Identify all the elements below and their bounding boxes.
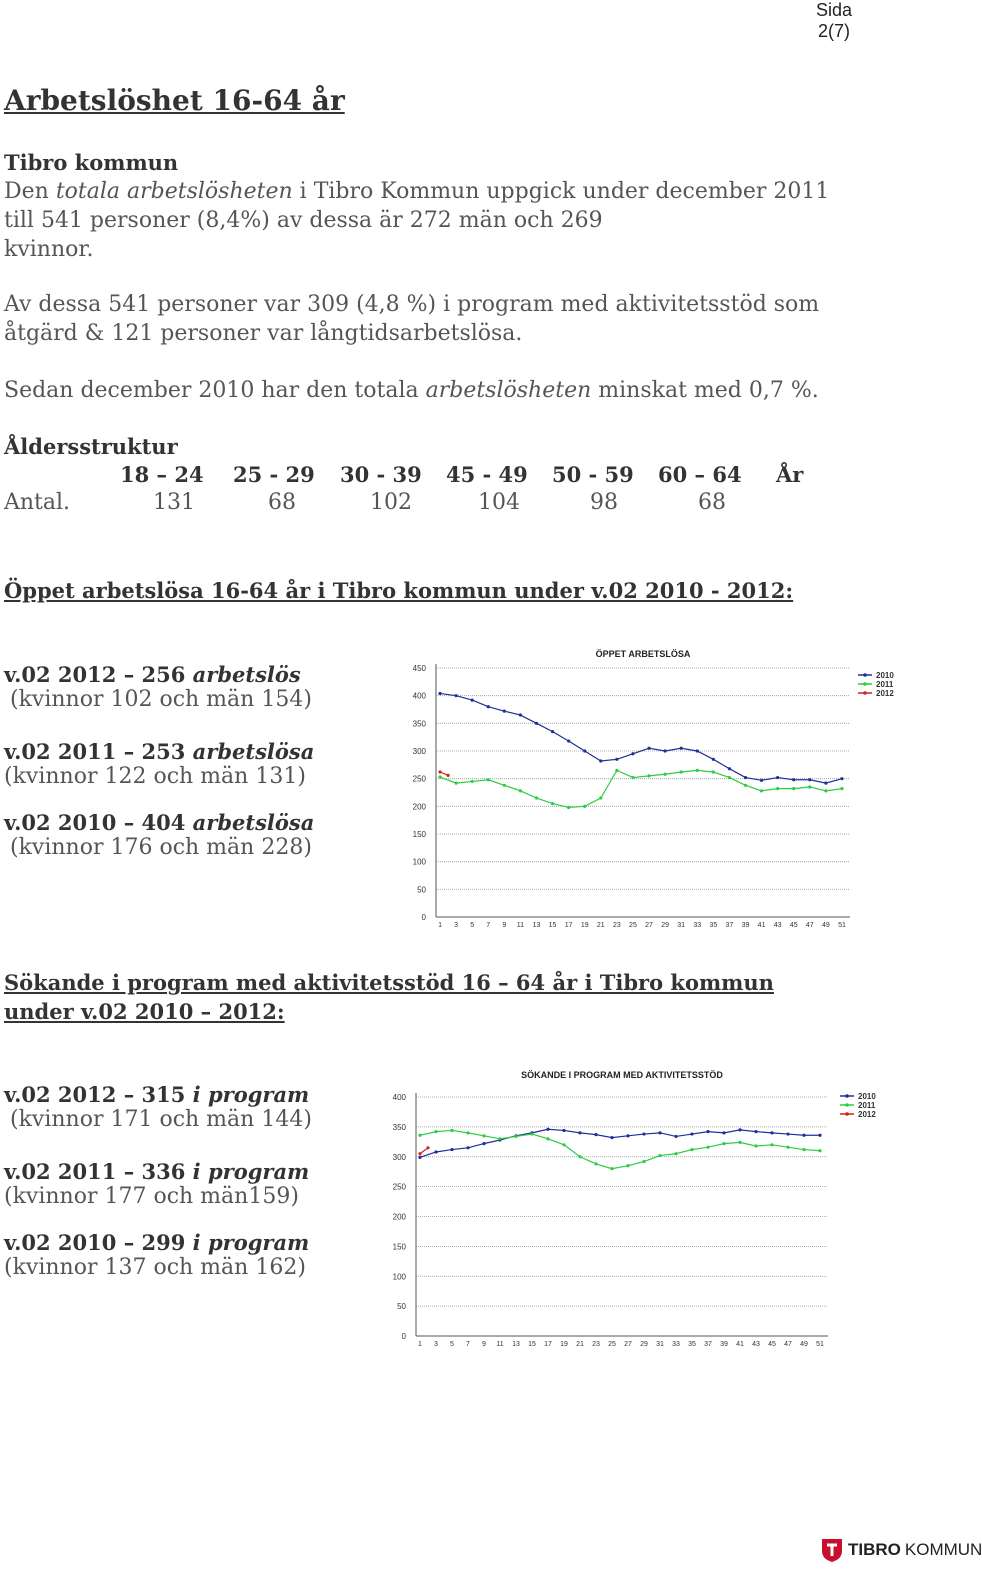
data-point-2010 — [610, 1136, 613, 1139]
p2-line2: åtgärd & 121 personer var långtidsarbetslösa. — [4, 321, 523, 346]
data-point-2010 — [696, 749, 699, 752]
data-point-2010 — [760, 779, 763, 782]
x-tick-label: 9 — [482, 1341, 486, 1348]
data-point-2011 — [760, 789, 763, 792]
x-tick-label: 17 — [544, 1341, 552, 1348]
x-tick-label: 15 — [548, 922, 557, 929]
stat-2011-breakdown: (kvinnor 122 och män 131) — [4, 764, 306, 789]
x-tick-label: 45 — [768, 1341, 776, 1348]
data-point-2010 — [664, 749, 667, 752]
data-point-2010 — [647, 747, 650, 750]
legend-label-2011: 2011 — [858, 1101, 876, 1110]
age-group-header-row — [0, 462, 960, 490]
data-point-2010 — [802, 1134, 805, 1137]
data-point-2010 — [471, 698, 474, 701]
prog-2012-breakdown: (kvinnor 171 och män 144) — [10, 1107, 312, 1132]
legend-label-2011: 2011 — [876, 680, 894, 689]
data-point-2011 — [712, 770, 715, 773]
prog-2011-breakdown: (kvinnor 177 och män159) — [4, 1184, 299, 1209]
x-tick-label: 23 — [592, 1341, 600, 1348]
prog-2011-title — [4, 1159, 384, 1184]
data-point-2011 — [664, 773, 667, 776]
x-tick-label: 39 — [741, 922, 750, 929]
data-point-2010 — [786, 1132, 789, 1135]
data-point-2011 — [503, 784, 506, 787]
data-point-2012 — [426, 1146, 429, 1149]
data-point-2011 — [722, 1142, 725, 1145]
x-tick-label: 43 — [773, 922, 782, 929]
data-point-2011 — [583, 805, 586, 808]
data-point-2011 — [438, 775, 441, 778]
y-tick-label: 350 — [412, 719, 426, 729]
stat-2011-title — [4, 739, 384, 764]
prog-2010-title — [4, 1230, 384, 1255]
x-tick-label: 41 — [736, 1341, 744, 1348]
x-tick-label: 41 — [757, 922, 766, 929]
x-tick-label: 5 — [450, 1341, 454, 1348]
data-point-2011 — [706, 1146, 709, 1149]
data-point-2011 — [770, 1143, 773, 1146]
series-line-2010 — [440, 693, 842, 783]
data-point-2011 — [786, 1146, 789, 1149]
data-point-2011 — [487, 778, 490, 781]
data-point-2010 — [583, 749, 586, 752]
page-number — [816, 0, 852, 42]
y-tick-label: 150 — [412, 830, 426, 839]
x-tick-label: 47 — [784, 1341, 792, 1348]
age-count-1: 131 — [153, 490, 195, 515]
data-point-2011 — [647, 774, 650, 777]
prog-2010-emphasis: i program — [192, 1230, 310, 1255]
data-point-2010 — [808, 778, 811, 781]
x-tick-label: 9 — [502, 922, 507, 929]
y-tick-label: 100 — [392, 1272, 406, 1282]
prog-2012-emphasis: i program — [192, 1082, 310, 1107]
data-point-2010 — [578, 1131, 581, 1134]
age-count-5: 98 — [590, 490, 618, 515]
y-tick-label: 300 — [412, 747, 426, 756]
x-tick-label: 29 — [661, 922, 670, 929]
age-group-4: 45 - 49 — [446, 462, 528, 487]
x-tick-label: 49 — [800, 1341, 808, 1348]
program-stats — [4, 1082, 384, 1280]
page-title: Arbetslöshet 16-64 år — [4, 84, 345, 117]
data-point-2011 — [530, 1132, 533, 1135]
data-point-2010 — [546, 1128, 549, 1131]
stat-2010-breakdown: (kvinnor 176 och män 228) — [10, 835, 312, 860]
data-point-2011 — [562, 1143, 565, 1146]
x-tick-label: 51 — [838, 922, 846, 929]
data-point-2010 — [454, 694, 457, 697]
data-point-2010 — [599, 759, 602, 762]
data-point-2011 — [642, 1160, 645, 1163]
prog-2010-prefix: v.02 2010 – 299 — [4, 1230, 193, 1255]
x-tick-label: 11 — [516, 922, 525, 929]
data-point-2011 — [482, 1134, 485, 1137]
data-point-2011 — [744, 784, 747, 787]
data-point-2010 — [450, 1148, 453, 1151]
legend-marker-2010 — [845, 1094, 849, 1098]
data-point-2010 — [567, 739, 570, 742]
data-point-2010 — [594, 1133, 597, 1136]
data-point-2010 — [631, 752, 634, 755]
age-group-2: 25 - 29 — [233, 462, 315, 487]
y-tick-label: 150 — [392, 1242, 406, 1252]
stat-2012-emphasis: arbetslös — [192, 662, 301, 687]
x-tick-label: 21 — [576, 1341, 584, 1348]
data-point-2010 — [824, 781, 827, 784]
data-point-2011 — [728, 776, 731, 779]
stat-2012-title — [4, 662, 384, 687]
data-point-2010 — [642, 1132, 645, 1135]
age-group-1: 18 – 24 — [120, 462, 204, 487]
data-point-2011 — [696, 769, 699, 772]
data-point-2010 — [519, 713, 522, 716]
x-tick-label: 15 — [528, 1341, 536, 1348]
x-tick-label: 33 — [672, 1341, 680, 1348]
x-tick-label: 25 — [608, 1341, 616, 1348]
data-point-2010 — [728, 767, 731, 770]
x-tick-label: 51 — [816, 1341, 824, 1348]
data-point-2011 — [594, 1162, 597, 1165]
data-point-2011 — [418, 1134, 421, 1137]
chart-title: SÖKANDE I PROGRAM MED AKTIVITETSSTÖD — [521, 1070, 723, 1080]
prog-2011-prefix: v.02 2011 – 336 — [4, 1159, 193, 1184]
p3-emphasis: arbetslösheten — [425, 378, 592, 403]
intro-section — [4, 148, 944, 264]
data-point-2011 — [434, 1130, 437, 1133]
data-point-2010 — [466, 1146, 469, 1149]
x-tick-label: 21 — [596, 922, 605, 929]
intro-paragraph-1 — [4, 177, 944, 206]
data-point-2010 — [503, 710, 506, 713]
data-point-2010 — [770, 1131, 773, 1134]
data-point-2011 — [690, 1148, 693, 1151]
x-tick-label: 35 — [688, 1341, 696, 1348]
data-point-2010 — [738, 1128, 741, 1131]
x-tick-label: 3 — [434, 1341, 438, 1348]
stat-2011-emphasis: arbetslösa — [192, 739, 315, 764]
x-tick-label: 39 — [720, 1341, 728, 1348]
data-point-2011 — [535, 796, 538, 799]
x-tick-label: 47 — [805, 922, 814, 929]
page-label: Sida — [815, 0, 852, 20]
x-tick-label: 11 — [496, 1341, 504, 1348]
x-tick-label: 37 — [704, 1341, 712, 1348]
data-point-2010 — [434, 1150, 437, 1153]
data-point-2011 — [471, 780, 474, 783]
x-tick-label: 29 — [640, 1341, 648, 1348]
p1-pre: Den — [4, 179, 56, 204]
prog-2012-title — [4, 1082, 384, 1107]
data-point-2010 — [487, 705, 490, 708]
age-unit: År — [776, 462, 804, 487]
data-point-2010 — [754, 1130, 757, 1133]
data-point-2011 — [808, 785, 811, 788]
data-point-2010 — [418, 1156, 421, 1159]
data-point-2010 — [562, 1129, 565, 1132]
unemployed-chart — [400, 645, 910, 935]
data-point-2011 — [450, 1129, 453, 1132]
program-heading-line1: Sökande i program med aktivitetsstöd 16 – 64 år i Tibro kommun — [4, 970, 774, 995]
age-count-2: 68 — [268, 490, 296, 515]
legend-marker-2012 — [863, 691, 867, 695]
data-point-2011 — [551, 802, 554, 805]
data-point-2011 — [599, 796, 602, 799]
x-tick-label: 27 — [624, 1341, 632, 1348]
data-point-2010 — [674, 1135, 677, 1138]
data-point-2011 — [674, 1152, 677, 1155]
stat-2012-prefix: v.02 2012 – 256 — [4, 662, 193, 687]
y-tick-label: 50 — [397, 1302, 406, 1312]
data-point-2011 — [680, 770, 683, 773]
x-tick-label: 45 — [789, 922, 798, 929]
prog-2010-breakdown: (kvinnor 137 och män 162) — [4, 1255, 306, 1280]
stat-2010-emphasis: arbetslösa — [192, 810, 315, 835]
data-point-2011 — [658, 1154, 661, 1157]
x-tick-label: 1 — [418, 1341, 422, 1348]
x-tick-label: 31 — [677, 922, 686, 929]
data-point-2011 — [546, 1137, 549, 1140]
row-label: Antal. — [4, 490, 71, 515]
y-tick-label: 400 — [412, 691, 426, 701]
data-point-2011 — [792, 787, 795, 790]
intro-paragraph-1-line3: kvinnor. — [4, 237, 94, 262]
series-line-2010 — [420, 1129, 820, 1157]
data-point-2011 — [754, 1144, 757, 1147]
x-tick-label: 19 — [580, 922, 589, 929]
data-point-2011 — [776, 787, 779, 790]
data-point-2010 — [792, 778, 795, 781]
data-point-2010 — [438, 692, 441, 695]
stat-2012-breakdown: (kvinnor 102 och män 154) — [10, 687, 312, 712]
logo-text-bold: TIBRO — [848, 1540, 901, 1559]
data-point-2011 — [824, 789, 827, 792]
unemployed-section-heading: Öppet arbetslösa 16-64 år i Tibro kommun under v.02 2010 - 2012: — [4, 578, 794, 603]
y-tick-label: 350 — [392, 1122, 406, 1132]
x-tick-label: 49 — [821, 922, 830, 929]
p3-pre: Sedan december 2010 har den totala — [4, 378, 426, 403]
x-tick-label: 37 — [725, 922, 734, 929]
intro-paragraph-2 — [4, 290, 944, 348]
municipality-heading: Tibro kommun — [4, 150, 179, 175]
tibro-crest-icon — [820, 1537, 844, 1563]
x-tick-label: 7 — [486, 922, 491, 929]
age-group-3: 30 - 39 — [340, 462, 422, 487]
x-tick-label: 25 — [629, 922, 637, 929]
data-point-2011 — [498, 1137, 501, 1140]
chart-title: ÖPPET ARBETSLÖSA — [595, 649, 691, 659]
data-point-2011 — [514, 1135, 517, 1138]
x-tick-label: 13 — [532, 922, 541, 929]
prog-2012-prefix: v.02 2012 – 315 — [4, 1082, 193, 1107]
data-point-2011 — [519, 789, 522, 792]
data-point-2010 — [658, 1131, 661, 1134]
p3-post: minskat med 0,7 %. — [591, 378, 819, 403]
x-tick-label: 5 — [470, 922, 475, 929]
data-point-2010 — [690, 1132, 693, 1135]
legend-marker-2011 — [845, 1103, 849, 1107]
legend-label-2012: 2012 — [858, 1110, 876, 1119]
y-tick-label: 100 — [412, 857, 426, 867]
data-point-2012 — [446, 774, 449, 777]
tibro-logo — [820, 1536, 982, 1564]
y-tick-label: 400 — [392, 1093, 406, 1102]
data-point-2010 — [840, 777, 843, 780]
data-point-2011 — [466, 1131, 469, 1134]
stat-2010-title — [4, 810, 384, 835]
data-point-2010 — [712, 758, 715, 761]
x-tick-label: 27 — [645, 922, 653, 929]
data-point-2010 — [818, 1134, 821, 1137]
x-tick-label: 3 — [454, 922, 459, 929]
x-tick-label: 17 — [564, 922, 573, 929]
x-tick-label: 33 — [693, 922, 702, 929]
y-tick-label: 200 — [392, 1212, 406, 1222]
x-tick-label: 43 — [752, 1341, 760, 1348]
legend-label-2010: 2010 — [876, 671, 894, 680]
y-tick-label: 250 — [392, 1182, 406, 1192]
age-group-5: 50 - 59 — [552, 462, 634, 487]
x-tick-label: 13 — [512, 1341, 520, 1348]
age-count-4: 104 — [478, 490, 520, 515]
age-structure-heading: Åldersstruktur — [4, 434, 178, 459]
data-point-2011 — [840, 787, 843, 790]
x-tick-label: 31 — [656, 1341, 664, 1348]
data-point-2010 — [535, 722, 538, 725]
program-chart — [388, 1066, 898, 1356]
y-tick-label: 300 — [392, 1152, 406, 1162]
prog-2011-emphasis: i program — [192, 1159, 310, 1184]
x-tick-label: 35 — [709, 922, 718, 929]
data-point-2011 — [818, 1149, 821, 1152]
legend-label-2010: 2010 — [858, 1092, 876, 1101]
logo-text-light: KOMMUN — [904, 1540, 982, 1559]
series-line-2011 — [440, 770, 842, 807]
data-point-2010 — [626, 1134, 629, 1137]
y-tick-label: 0 — [421, 913, 426, 922]
data-point-2010 — [722, 1131, 725, 1134]
data-point-2010 — [482, 1142, 485, 1145]
p2-line1: Av dessa 541 personer var 309 (4,8 %) i program med aktivitetsstöd som — [4, 292, 820, 317]
y-tick-label: 200 — [412, 802, 426, 812]
x-tick-label: 7 — [466, 1341, 470, 1348]
legend-marker-2010 — [863, 673, 867, 677]
y-tick-label: 250 — [412, 774, 426, 784]
stat-2010-prefix: v.02 2010 – 404 — [4, 810, 193, 835]
data-point-2010 — [744, 776, 747, 779]
intro-paragraph-1-line2: till 541 personer (8,4%) av dessa är 272 män och 269 — [4, 208, 603, 233]
data-point-2012 — [438, 770, 441, 773]
age-group-6: 60 – 64 — [658, 462, 742, 487]
age-count-3: 102 — [370, 490, 412, 515]
stat-2011-prefix: v.02 2011 – 253 — [4, 739, 193, 764]
age-count-6: 68 — [698, 490, 726, 515]
data-point-2010 — [776, 776, 779, 779]
age-count-row — [0, 490, 960, 518]
data-point-2011 — [454, 781, 457, 784]
p1-emphasis: totala arbetslösheten — [55, 179, 293, 204]
y-tick-label: 50 — [417, 885, 426, 895]
y-tick-label: 0 — [401, 1332, 406, 1341]
data-point-2010 — [680, 747, 683, 750]
data-point-2011 — [578, 1155, 581, 1158]
data-point-2010 — [551, 730, 554, 733]
data-point-2011 — [738, 1141, 741, 1144]
page-count: 2(7) — [817, 21, 850, 41]
data-point-2011 — [631, 776, 634, 779]
data-point-2011 — [626, 1164, 629, 1167]
legend-label-2012: 2012 — [876, 689, 894, 698]
data-point-2011 — [567, 806, 570, 809]
data-point-2010 — [615, 758, 618, 761]
x-tick-label: 19 — [560, 1341, 568, 1348]
program-heading-line2: under v.02 2010 – 2012: — [4, 999, 285, 1024]
legend-marker-2012 — [845, 1112, 849, 1116]
unemployed-stats — [4, 662, 384, 860]
program-section-heading — [4, 968, 774, 1026]
x-tick-label: 1 — [438, 922, 442, 929]
p1-post: i Tibro Kommun uppgick under december 2011 — [292, 179, 830, 204]
x-tick-label: 23 — [612, 922, 621, 929]
data-point-2011 — [802, 1148, 805, 1151]
legend-marker-2011 — [863, 682, 867, 686]
data-point-2012 — [418, 1152, 421, 1155]
data-point-2010 — [706, 1130, 709, 1133]
data-point-2011 — [610, 1167, 613, 1170]
intro-paragraph-3 — [4, 376, 944, 405]
y-tick-label: 450 — [412, 664, 426, 673]
data-point-2011 — [615, 769, 618, 772]
